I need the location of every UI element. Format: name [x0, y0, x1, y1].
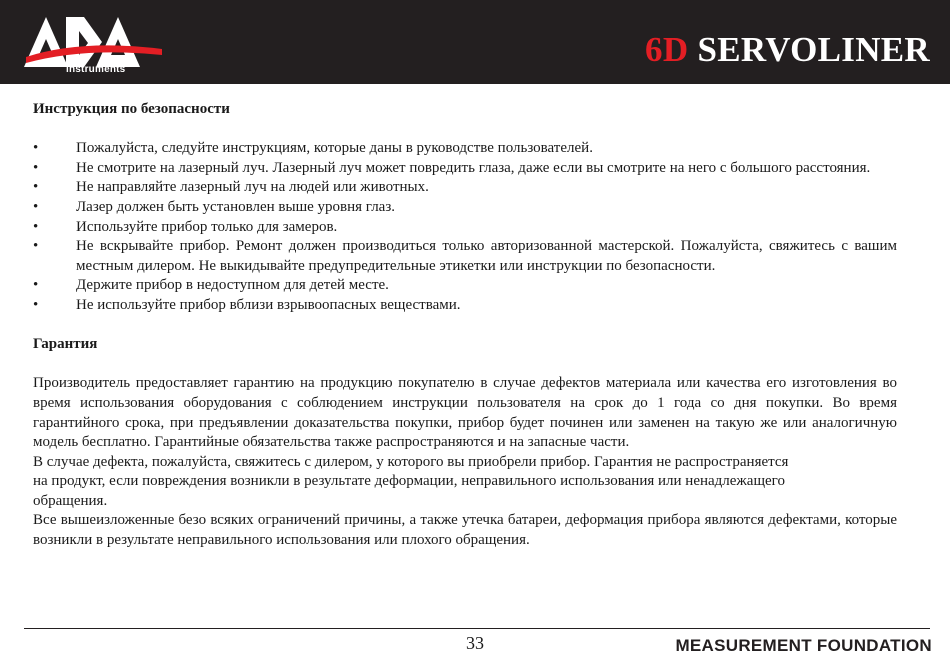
- list-item: • Не смотрите на лазерный луч. Лазерный луч может повредить глаза, даже если вы смотрите на него с большого расстояния.: [33, 159, 897, 179]
- bullet-glyph: •: [33, 296, 39, 313]
- safety-list: [33, 139, 897, 315]
- bullet-glyph: •: [33, 238, 39, 255]
- list-item: • Используйте прибор только для замеров.: [33, 218, 897, 238]
- page-number: 33: [466, 633, 484, 653]
- product-title: [645, 30, 930, 70]
- list-item: • Лазер должен быть установлен выше уровня глаз.: [33, 198, 897, 218]
- list-item: • Не направляйте лазерный луч на людей или животных.: [33, 178, 897, 198]
- footer-divider: [24, 628, 930, 629]
- warranty-paragraph-2-line-1: В случае дефекта, пожалуйста, свяжитесь с дилером, у которого вы приобрели прибор. Гарантия не распространяется: [33, 453, 789, 470]
- list-item: • Держите прибор в недоступном для детей месте.: [33, 276, 897, 296]
- bullet-glyph: •: [33, 140, 39, 157]
- warranty-paragraph-2-line-2: на продукт, если повреждения возникли в результате деформации, неправильного использования или ненадлежащего: [33, 473, 785, 490]
- page-content: [33, 100, 897, 551]
- logo-subtitle: instruments: [66, 64, 126, 75]
- bullet-glyph: •: [33, 179, 39, 196]
- list-item: • Не используйте прибор вблизи взрывоопасных веществами.: [33, 296, 897, 316]
- footer-brand: MEASUREMENT FOUNDATION: [675, 636, 932, 655]
- bullet-glyph: •: [33, 198, 39, 215]
- header-bar: [0, 0, 950, 84]
- warranty-paragraph-2-line-3: обращения.: [33, 492, 108, 509]
- warranty-paragraph-1: Производитель предоставляет гарантию на продукцию покупателю в случае дефектов материала или качества его изготовления во время использования оборудования с соблюдением инструкции пользователя на срок до 1 года со дня покупки. Во время гарантийного срока, при предъявлении доказательства покупки, прибор будет починен или заменен на такую же или аналогичную модель бесплатно. Гарантийные обязательства также распространяются и на запасные части.: [33, 375, 897, 451]
- list-item: • Пожалуйста, следуйте инструкциям, которые даны в руководстве пользователей.: [33, 139, 897, 159]
- bullet-glyph: •: [33, 159, 39, 176]
- product-accent: 6D: [645, 30, 689, 69]
- bullet-glyph: •: [33, 277, 39, 294]
- warranty-paragraph-3: Все вышеизложенные безо всяких ограничений причины, а также утечка батареи, деформация прибора являются дефектами, которые возникли в результате неправильного использования или плохого обращения.: [33, 512, 897, 549]
- safety-heading: Инструкция по безопасности: [33, 101, 230, 117]
- product-name: SERVOLINER: [697, 30, 930, 69]
- warranty-heading: Гарантия: [33, 336, 98, 353]
- list-item: • Не вскрывайте прибор. Ремонт должен производиться только авторизованной мастерской. Пожалуйста, свяжитесь с вашим местным дилером. Не выкидывайте предупредительные этикетки или инструкции по безопасности.: [33, 238, 897, 274]
- bullet-glyph: •: [33, 218, 39, 235]
